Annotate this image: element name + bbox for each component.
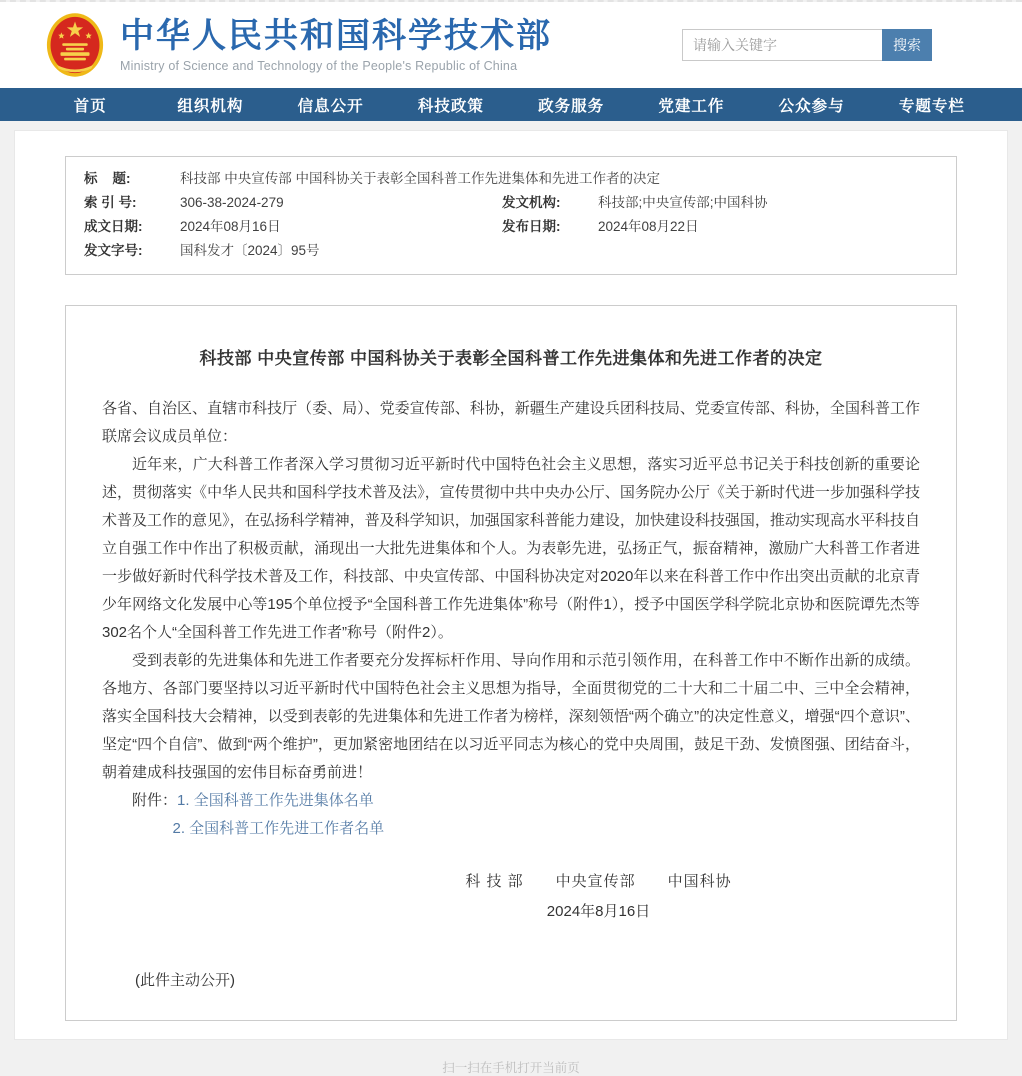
logo-row [46,12,552,78]
attachment-line-2 [102,815,920,843]
attachment-link-1[interactable]: 1. 全国科普工作先进集体名单 [177,792,374,809]
meta-index-label: 索 引 号: [84,195,137,210]
site-subtitle: Ministry of Science and Technology of the People's Republic of China [120,59,518,74]
nav-item-party-building[interactable]: 党建工作 [658,97,725,115]
nav-item-home[interactable]: 首页 [73,97,107,115]
search-box [682,29,932,61]
nav-item-special-topics[interactable]: 专题专栏 [898,97,965,115]
content-card [14,130,1008,1040]
site-title: 中华人民共和国科学技术部 [120,16,552,55]
content-wrap [0,121,1022,1040]
site-title-block [120,17,552,73]
document-paragraph-salutation: 各省、自治区、直辖市科技厅（委、局）、党委宣传部、科协，新疆生产建设兵团科技局、党委宣传部、科协，全国科普工作联席会议成员单位： [102,400,920,445]
meta-date-published-value: 2024年08月22日 [598,219,699,234]
nav-item-gov-services[interactable]: 政务服务 [538,97,605,115]
document-box [65,305,957,1021]
nav-item-sci-tech-policy[interactable]: 科技政策 [417,97,484,115]
meta-doc-number-value: 国科发才〔2024〕95号 [180,243,320,258]
site-header [0,2,1022,88]
signature-date: 2024年8月16日 [546,903,651,920]
document-paragraph-1: 近年来，广大科普工作者深入学习贯彻习近平新时代中国特色社会主义思想，落实习近平总书记关于科技创新的重要论述，贯彻落实《中华人民共和国科学技术普及法》，宣传贯彻中共中央办公厅、国务院办公厅《关于新时代进一步加强科学技术普及工作的意见》，在弘扬科学精神，普及科学知识，加强国家科普能力建设，加快建设科技强国，推动实现高水平科技自立自强工作中作出了积极贡献，涌现出一大批先进集体和个人。为表彰先进，弘扬正气，振奋精神，激励广大科普工作者进一步做好新时代科学技术普及工作，科技部、中央宣传部、中国科协决定对2020年以来在科普工作中作出突出贡献的北京青少年网络文化发展中心等195个单位授予“全国科普工作先进集体”称号（附件1），授予中国医学科学院北京协和医院谭先杰等302名个人“全国科普工作先进工作者”称号（附件2）。 [102,456,920,641]
meta-issuer-value: 科技部;中央宣传部;中国科协 [598,195,768,210]
meta-index-value: 306-38-2024-279 [180,195,284,210]
meta-date-written-label: 成文日期: [84,219,143,234]
document-title: 科技部 中央宣传部 中国科协关于表彰全国科普工作先进集体和先进工作者的决定 [199,349,823,368]
attachment-line-1 [102,787,920,815]
document-meta-box [65,156,957,275]
attachments-section [102,787,920,843]
document-body [102,395,920,787]
attachment-link-2[interactable]: 2. 全国科普工作先进工作者名单 [172,820,385,837]
search-button[interactable]: 搜索 [882,29,932,61]
national-emblem-icon [46,12,104,78]
meta-date-written-value: 2024年08月16日 [180,219,281,234]
meta-title-value: 科技部 中央宣传部 中国科协关于表彰全国科普工作先进集体和先进工作者的决定 [180,171,661,186]
page-footer [0,1040,1022,1076]
scan-hint: 扫一扫在手机打开当前页 [442,1061,580,1075]
meta-doc-number-label: 发文字号: [84,243,143,258]
main-nav [0,88,1022,121]
meta-date-published-label: 发布日期: [502,219,561,234]
nav-item-organization[interactable]: 组织机构 [177,97,244,115]
signature-agencies: 科 技 部 中央宣传部 中国科协 [465,873,732,890]
search-input[interactable] [682,29,882,61]
nav-item-public-participation[interactable]: 公众参与 [778,97,845,115]
nav-item-info-disclosure[interactable]: 信息公开 [297,97,364,115]
document-meta-grid [84,167,938,262]
disclosure-note: (此件主动公开) [135,972,235,989]
signature-block [277,867,920,927]
attachments-label: 附件： [132,792,178,809]
document-paragraph-2: 受到表彰的先进集体和先进工作者要充分发挥标杆作用、导向作用和示范引领作用，在科普工作中不断作出新的成绩。各地方、各部门要坚持以习近平新时代中国特色社会主义思想为指导，全面贯彻党的二十大和二十届二中、三中全会精神，落实全国科技大会精神，以受到表彰的先进集体和先进工作者为榜样，深刻领悟“两个确立”的决定性意义，增强“四个意识”、坚定“四个自信”、做到“两个维护”，更加紧密地团结在以习近平同志为核心的党中央周围，鼓足干劲、发愤图强、团结奋斗，朝着建成科技强国的宏伟目标奋勇前进！ [102,652,920,781]
meta-title-label: 标 题: [84,171,131,186]
meta-issuer-label: 发文机构: [502,195,561,210]
